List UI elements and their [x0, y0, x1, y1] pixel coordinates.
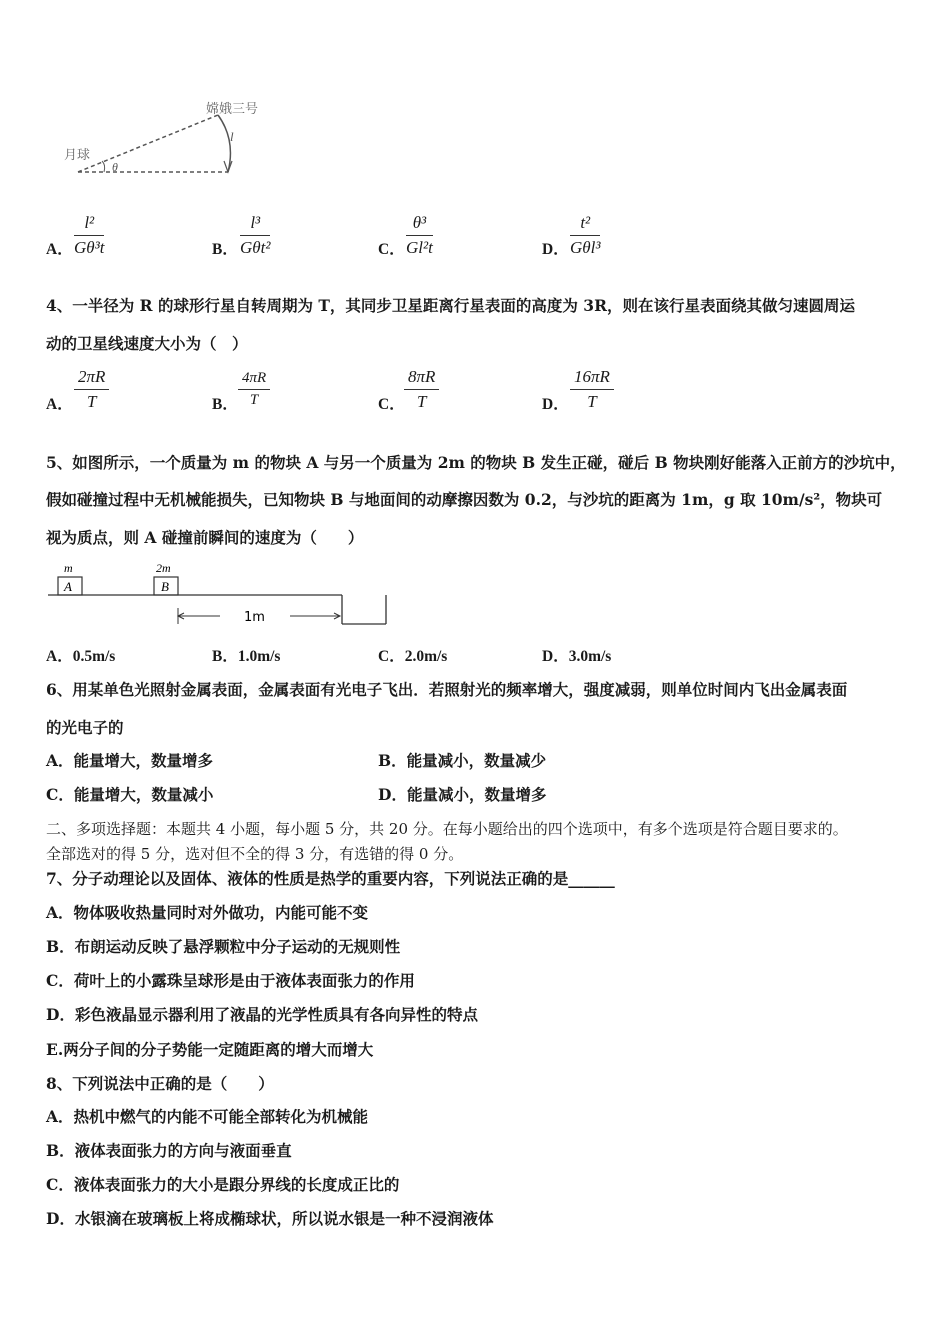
q4-option-b-label[interactable]: B． — [212, 396, 238, 413]
q8-stem: 8、下列说法中正确的是（ ） — [46, 1074, 274, 1093]
l-label: l — [230, 129, 234, 144]
q4-option-d-fraction: $\frac{16\pi R}{T}$ — [570, 367, 614, 412]
moon-label: 月球 — [64, 148, 91, 163]
q7-option-a[interactable]: A．物体吸收热量同时对外做功，内能可能不变 — [46, 903, 369, 922]
angle-arc — [102, 161, 105, 172]
q4-option-a-fraction: $\frac{2\pi R}{T}$ — [74, 367, 109, 412]
craft-label: 嫦娥三号 — [206, 102, 259, 117]
block-a-label: A — [64, 579, 72, 594]
q5-stem-line1: 5、如图所示，一个质量为 m 的物块 A 与另一个质量为 2m 的物块 B 发生正碰，碰后 B 物块刚好能落入正前方的沙坑中， — [46, 453, 906, 472]
q8-option-c[interactable]: C．液体表面张力的大小是跟分界线的长度成正比的 — [46, 1175, 400, 1194]
q5-option-a[interactable]: A．0.5m/s — [46, 648, 116, 665]
q6-stem-line1: 6、用某单色光照射金属表面，金属表面有光电子飞出．若照射光的频率增大，强度减弱，则单位时间内飞出金属表面 — [46, 680, 848, 699]
arc-arrow — [224, 161, 232, 172]
q4-option-a-label[interactable]: A． — [46, 396, 73, 413]
q7-stem: 7、分子动理论以及固体、液体的性质是热学的重要内容，下列说法正确的是______ — [46, 869, 615, 888]
section2-header-line2: 全部选对的得 5 分，选对但不全的得 3 分，有选错的得 0 分。 — [46, 845, 464, 863]
q4-option-c-label[interactable]: C． — [378, 396, 405, 413]
q3-option-d-fraction: t² Gθl³ — [570, 213, 601, 257]
q7-option-e[interactable]: E.两分子间的分子势能一定随距离的增大而增大 — [46, 1040, 374, 1059]
q4-option-d-label[interactable]: D． — [542, 396, 569, 413]
q8-option-d[interactable]: D．水银滴在玻璃板上将成椭球状，所以说水银是一种不浸润液体 — [46, 1209, 494, 1228]
q7-option-b[interactable]: B．布朗运动反映了悬浮颗粒中分子运动的无规则性 — [46, 937, 401, 956]
section2-header-line1: 二、多项选择题：本题共 4 小题，每小题 5 分，共 20 分。在每小题给出的四个选项中，有多个选项是符合题目要求的。 — [46, 820, 848, 838]
q7-option-d[interactable]: D．彩色液晶显示器利用了液晶的光学性质具有各向异性的特点 — [46, 1005, 478, 1024]
q6-option-b[interactable]: B．能量减小，数量减少 — [378, 751, 547, 770]
q3-option-b-label[interactable]: B． — [212, 241, 238, 258]
q4-stem-line1: 4、一半径为 R 的球形行星自转周期为 T，其同步卫星距离行星表面的高度为 3R，则在该行星表面绕其做匀速圆周运 — [46, 296, 855, 315]
q4-option-b-fraction: $\frac{4\pi R}{T}$ — [238, 370, 270, 409]
q5-option-b[interactable]: B．1.0m/s — [212, 648, 281, 665]
collision-figure — [44, 558, 394, 630]
q8-option-b[interactable]: B．液体表面张力的方向与液面垂直 — [46, 1141, 292, 1160]
block-b-mass: 2m — [156, 561, 171, 575]
q4-option-c-fraction: $\frac{8\pi R}{T}$ — [404, 367, 439, 412]
arc-l — [218, 115, 230, 172]
q6-stem-line2: 的光电子的 — [46, 718, 124, 737]
sightline-dashed — [78, 115, 218, 172]
q6-option-a[interactable]: A．能量增大，数量增多 — [46, 751, 214, 770]
q3-option-c-fraction: $\frac{\text{θ³}}{\text{Gl²t}}$ — [406, 213, 433, 257]
q7-option-c[interactable]: C．荷叶上的小露珠呈球形是由于液体表面张力的作用 — [46, 971, 415, 990]
theta-label: θ — [112, 160, 118, 174]
q8-option-a[interactable]: A．热机中燃气的内能不可能全部转化为机械能 — [46, 1107, 369, 1126]
q4-stem-line2: 动的卫星线速度大小为（ ） — [46, 334, 248, 353]
block-b-label: B — [161, 579, 169, 594]
q6-option-d[interactable]: D．能量减小，数量增多 — [378, 785, 547, 804]
block-a-mass: m — [64, 561, 73, 575]
q5-stem-line2: 假如碰撞过程中无机械能损失，已知物块 B 与地面间的动摩擦因数为 0.2，与沙坑的距离为 1m，g 取 10m/s²，物块可 — [46, 490, 883, 509]
q3-option-c-label[interactable]: C． — [378, 241, 405, 258]
q5-option-c[interactable]: C．2.0m/s — [378, 648, 448, 665]
q3-option-b-fraction: l³ Gθt² — [240, 213, 271, 257]
q3-option-d-label[interactable]: D． — [542, 241, 569, 258]
q5-stem-line3: 视为质点，则 A 碰撞前瞬间的速度为（ ） — [46, 528, 364, 547]
q5-option-d[interactable]: D．3.0m/s — [542, 648, 612, 665]
q3-option-a-label[interactable]: A． — [46, 241, 73, 258]
q6-option-c[interactable]: C．能量增大，数量减小 — [46, 785, 214, 804]
moon-orbit-figure — [60, 95, 290, 185]
q3-option-a-fraction: $\frac{\text{l²}}{\text{Gθ³t}}$ — [74, 213, 105, 257]
distance-label: 1m — [244, 610, 265, 625]
